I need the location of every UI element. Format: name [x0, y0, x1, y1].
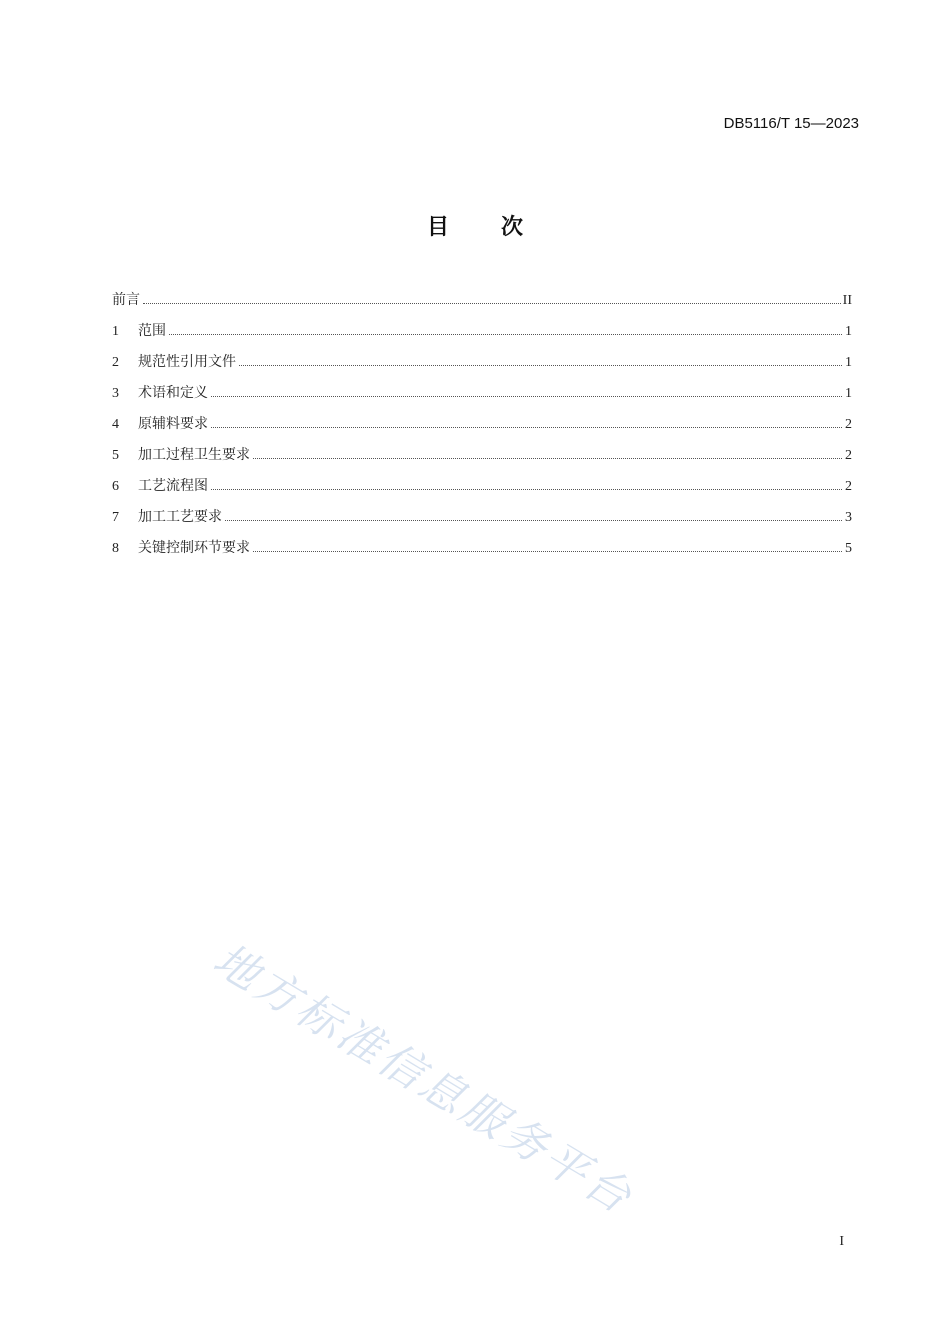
- page-title-part-2: 次: [501, 215, 524, 240]
- toc-entry-raw-materials[interactable]: [112, 413, 852, 444]
- toc-entry-hygiene-requirements[interactable]: [112, 444, 852, 475]
- toc-entry-page: 2: [845, 479, 852, 494]
- toc-entry-label: 前言: [112, 292, 140, 308]
- toc-leader-dots: [169, 333, 842, 335]
- toc-leader-dots: [239, 364, 842, 366]
- toc-entry-label: 工艺流程图: [138, 478, 208, 494]
- toc-entry-normative-references[interactable]: [112, 351, 852, 382]
- toc-leader-dots: [211, 395, 842, 397]
- toc-entry-page: 2: [845, 417, 852, 432]
- toc-entry-key-control-points[interactable]: [112, 537, 852, 568]
- document-code: DB5116/T 15—2023: [723, 115, 859, 132]
- page-number: I: [839, 1234, 844, 1249]
- toc-entry-number: 1: [112, 324, 119, 339]
- toc-leader-dots: [253, 457, 842, 459]
- toc-entry-page: 1: [845, 324, 852, 339]
- toc-leader-dots: [253, 550, 842, 552]
- toc-entry-label: 加工过程卫生要求: [138, 447, 250, 463]
- toc-entry-page: 1: [845, 386, 852, 401]
- toc-entry-number: 2: [112, 355, 119, 370]
- toc-entry-scope[interactable]: [112, 320, 852, 351]
- toc-entry-label: 术语和定义: [138, 385, 208, 401]
- toc-entry-label: 关键控制环节要求: [138, 540, 250, 556]
- toc-leader-dots: [211, 488, 842, 490]
- toc-entry-number: 8: [112, 541, 119, 556]
- toc-entry-label: 加工工艺要求: [138, 509, 222, 525]
- toc-entry-page: 3: [845, 510, 852, 525]
- toc-entry-number: 5: [112, 448, 119, 463]
- page-title-part-1: 目: [426, 215, 449, 240]
- toc-leader-dots: [225, 519, 842, 521]
- toc-entry-number: 3: [112, 386, 119, 401]
- toc-entry-number: 6: [112, 479, 119, 494]
- toc-entry-number: 7: [112, 510, 119, 525]
- toc-entry-page: II: [842, 293, 852, 308]
- toc-entry-process-flowchart[interactable]: [112, 475, 852, 506]
- toc-entry-label: 范围: [138, 323, 166, 339]
- toc-entry-terms-definitions[interactable]: [112, 382, 852, 413]
- toc-leader-dots: [211, 426, 842, 428]
- toc-entry-label: 原辅料要求: [138, 416, 208, 432]
- toc-entry-processing-requirements[interactable]: [112, 506, 852, 537]
- toc-entry-label: 规范性引用文件: [138, 354, 236, 370]
- toc-entry-page: 1: [845, 355, 852, 370]
- page-title: [0, 210, 950, 241]
- toc-entry-foreword[interactable]: [112, 289, 852, 320]
- table-of-contents: [112, 289, 852, 568]
- toc-entry-number: 4: [112, 417, 119, 432]
- toc-leader-dots: [143, 302, 841, 304]
- watermark: 地方标准信息服务平台: [204, 933, 643, 1225]
- toc-entry-page: 2: [845, 448, 852, 463]
- toc-entry-page: 5: [845, 541, 852, 556]
